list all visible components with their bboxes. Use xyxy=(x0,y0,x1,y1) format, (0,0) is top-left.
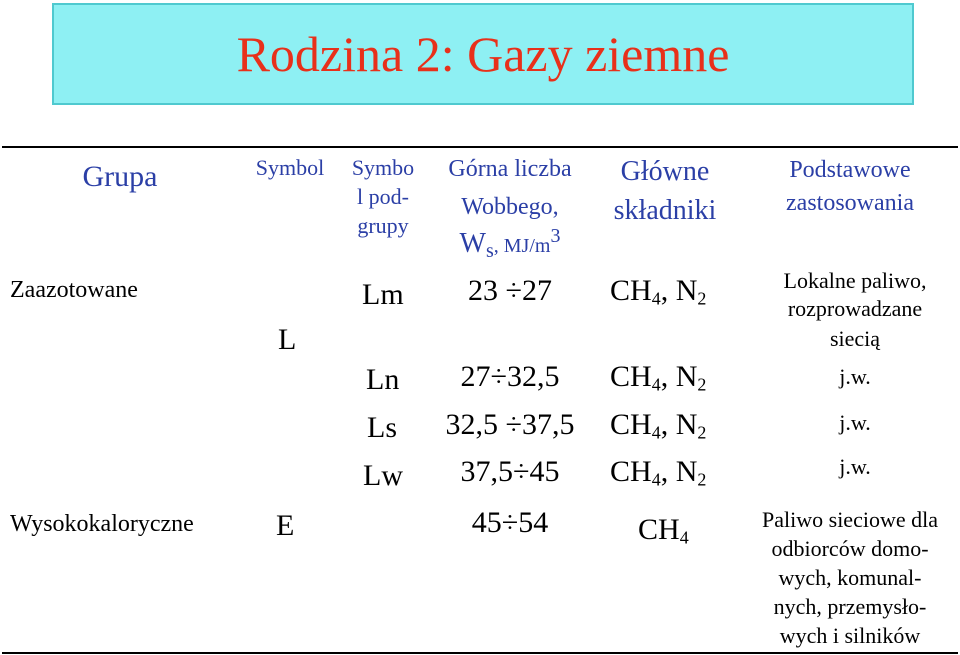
header-zastosowania-line2: zastosowania xyxy=(786,190,914,216)
podgrupa-ln: Ln xyxy=(366,363,400,396)
wobbe-symbol: W xyxy=(459,228,486,259)
wobbe-e: 45÷54 xyxy=(471,506,549,539)
zast-e-line3: wych, komunal- xyxy=(778,565,922,590)
zast-e-line1: Paliwo sieciowe dla xyxy=(762,507,938,532)
grupa-wysokokaloryczne: Wysokokaloryczne xyxy=(10,511,194,537)
skladniki-e: $CH_4$ xyxy=(638,513,689,548)
header-skladniki-line2: składniki xyxy=(613,195,717,226)
wobbe-ln: 27÷32,5 xyxy=(460,360,560,393)
wobbe-unit: , MJ/m xyxy=(493,235,551,257)
skladniki-lm: $CH_4$, $N_2$ xyxy=(610,274,707,309)
zast-ln: j.w. xyxy=(839,364,871,389)
wobbe-lw: 37,5÷45 xyxy=(460,455,560,488)
header-wobbe-line1: Górna liczba xyxy=(448,156,572,182)
wobbe-ls: 32,5 ÷37,5 xyxy=(445,408,575,441)
header-symbol: Symbol xyxy=(255,155,325,180)
wobbe-subscript: s xyxy=(485,240,494,262)
podgrupa-ls: Ls xyxy=(367,411,397,444)
header-skladniki-line1: Główne xyxy=(620,156,710,187)
zast-e-line2: odbiorców domo- xyxy=(771,536,929,561)
header-grupa: Grupa xyxy=(82,160,158,193)
symbol-l: L xyxy=(278,323,297,356)
zast-e-line5: wych i silników xyxy=(779,623,921,648)
header-podgrupa-line3: grupy xyxy=(357,213,409,238)
wobbe-exponent: 3 xyxy=(550,225,561,247)
header-wobbe-line3 xyxy=(430,225,590,262)
symbol-e: E xyxy=(276,509,295,542)
zast-lm-line1: Lokalne paliwo, xyxy=(783,268,927,293)
podgrupa-lm: Lm xyxy=(362,278,404,311)
skladniki-ls: $CH_4$, $N_2$ xyxy=(610,408,707,443)
header-podgrupa-line1: Symbo xyxy=(351,155,415,180)
zast-e-line4: nych, przemysło- xyxy=(773,594,927,619)
skladniki-lw: $CH_4$, $N_2$ xyxy=(610,455,707,490)
skladniki-ln: $CH_4$, $N_2$ xyxy=(610,360,707,395)
grupa-zaazotowane: Zaazotowane xyxy=(10,277,138,303)
header-zastosowania-line1: Podstawowe xyxy=(789,157,911,183)
title-banner xyxy=(52,3,914,105)
header-podgrupa-line2: l pod- xyxy=(357,184,409,209)
zast-ls: j.w. xyxy=(839,410,871,435)
header-wobbe-line2: Wobbego, xyxy=(461,194,559,220)
wobbe-lm: 23 ÷27 xyxy=(468,274,552,307)
zast-lm-line2: rozprowadzane xyxy=(787,296,923,321)
zast-lm-line3: siecią xyxy=(829,326,881,351)
page-title: Rodzina 2: Gazy ziemne xyxy=(236,26,730,82)
zast-lw: j.w. xyxy=(839,454,871,479)
podgrupa-lw: Lw xyxy=(363,459,403,492)
